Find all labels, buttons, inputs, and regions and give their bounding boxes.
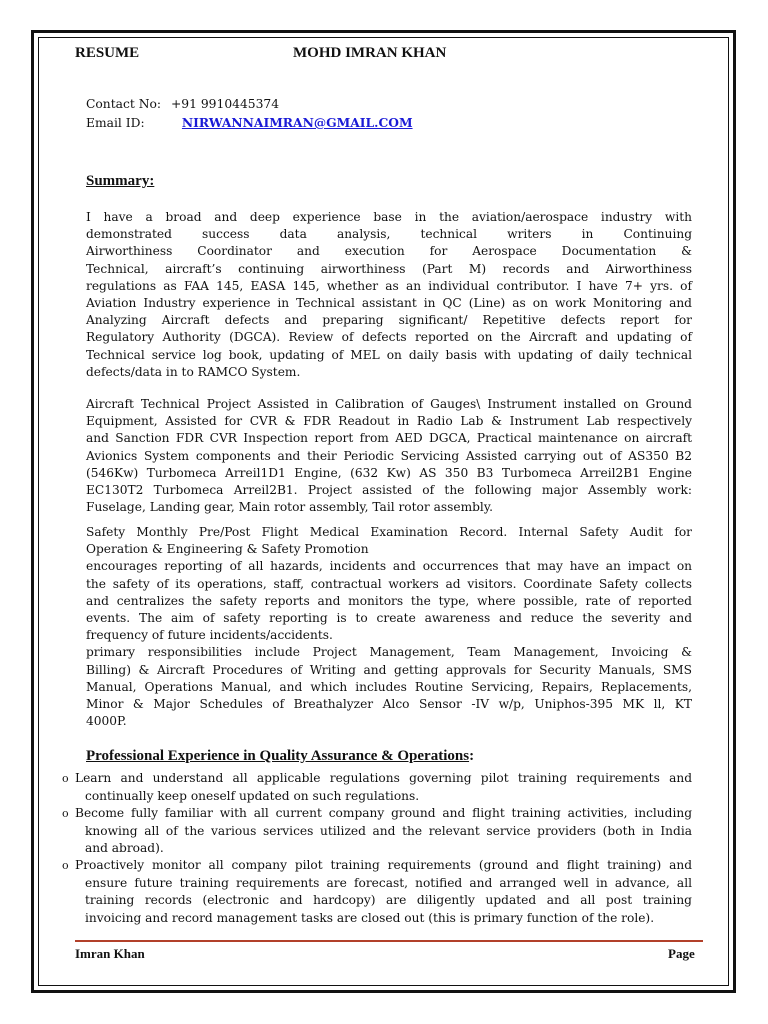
experience-bullet-line: and abroad). (85, 841, 164, 855)
p3-line: and centralizes the safety reports and monitors the type, where possible, rate of reported (86, 593, 692, 608)
phone-number: +91 9910445374 (170, 97, 280, 111)
p1-line: Analyzing Aircraft defects and preparing significant/ Repetitive defects report for (86, 313, 692, 328)
experience-bullet-line: invoicing and record management tasks are closed out (this is primary function of the role). (85, 910, 655, 925)
p3-line: Minor & Major Schedules of Breathalyzer Alco Sensor -IV w/p, Uniphos-395 MK ll, KT (86, 697, 692, 712)
p1-line: Airworthiness Coordinator and execution for Aerospace Documentation & (86, 244, 692, 259)
phone-label: Contact No: (86, 97, 162, 111)
experience-bullet-line: continually keep oneself updated on such regulations. (85, 788, 420, 803)
p1-line: Regulatory Authority (DGCA). Review of defects reported on the Aircraft and updating of (86, 330, 692, 345)
experience-bullet-line: Learn and understand all applicable regulations governing pilot training requirements and (75, 771, 692, 785)
p3-line: the safety of its operations, staff, contractual workers ad visitors. Coordinate Safety collects (86, 576, 692, 591)
p1-line: demonstrated success data analysis, technical writers in Continuing (86, 227, 692, 242)
experience-bullet-line: training records (electronic and hardcopy) are diligently updated and all post training (85, 893, 692, 907)
p3-line: Safety Monthly Pre/Post Flight Medical Examination Record. Internal Safety Audit for (86, 525, 692, 539)
experience-bullet (62, 770, 692, 805)
summary-paragraph-3 (86, 524, 692, 730)
p2-line: and Sanction FDR CVR Inspection report from AED DGCA, Practical maintenance on aircraft (86, 431, 692, 446)
experience-bullet-line: Become fully familiar with all current company ground and flight training activities, including (75, 806, 692, 820)
summary-paragraph-2 (86, 396, 692, 516)
experience-bullet-line: knowing all of the various services utilized and the relevant service providers (both in India (85, 823, 692, 838)
p1-line: Technical, aircraft’s continuing airworthiness (Part M) records and Airworthiness (86, 261, 692, 276)
p3-line: 4000P. (86, 714, 127, 729)
p1-line: defects/data in to RAMCO System. (86, 364, 301, 379)
p1-line: regulations as FAA 145, EASA 145, whether as an individual contributor. I have 7+ yrs. of (86, 278, 692, 293)
experience-heading (86, 748, 474, 765)
experience-bullet (62, 857, 692, 927)
footer-page-label: Page (668, 946, 695, 961)
resume-label: RESUME (75, 45, 140, 61)
footer-rule (75, 940, 703, 942)
experience-bullet-line: ensure future training requirements are forecast, notified and arranged well in advance, all (85, 875, 692, 890)
p3-line: encourages reporting of all hazards, incidents and occurrences that may have an impact on (86, 559, 692, 574)
p3-line: primary responsibilities include Project Management, Team Management, Invoicing & (86, 645, 692, 660)
candidate-name: MOHD IMRAN KHAN (293, 45, 447, 61)
p2-line: Equipment, Assisted for CVR & FDR Readout in Radio Lab & Instrument Lab respectively (86, 414, 692, 429)
email-label: Email ID: (86, 116, 145, 130)
experience-heading-text: Professional Experience in Quality Assurance & Operations (86, 748, 470, 764)
p3-line: Billing) & Aircraft Procedures of Writing and getting approvals for Security Manuals, SMS (86, 662, 692, 677)
experience-bullet (62, 805, 692, 858)
experience-bullet-line: Proactively monitor all company pilot training requirements (ground and flight training) and (75, 858, 692, 872)
email-link[interactable]: NIRWANNAIMRAN@GMAIL.COM (181, 115, 413, 130)
bullet-circle-icon: o (62, 772, 69, 785)
p2-line: Avionics System components and their Periodic Servicing Assisted carrying out of AS350 B2 (86, 448, 692, 463)
p2-line: Fuselage, Landing gear, Main rotor assembly, Tail rotor assembly. (86, 500, 493, 515)
summary-paragraph-1 (86, 209, 692, 381)
p1-line: I have a broad and deep experience base in the aviation/aerospace industry with (86, 210, 692, 224)
p3-line: Operation & Engineering & Safety Promotion (86, 542, 369, 557)
contact-email-row (86, 115, 413, 130)
summary-heading: Summary: (86, 173, 155, 189)
bullet-circle-icon: o (62, 807, 69, 820)
footer-author: Imran Khan (75, 946, 145, 961)
p1-line: Technical service log book, updating of MEL on daily basis with updating of daily technical (86, 347, 692, 362)
p2-line: Aircraft Technical Project Assisted in Calibration of Gauges\ Instrument installed on Ground (86, 397, 692, 411)
p3-line: Manual, Operations Manual, and which includes Routine Servicing, Repairs, Replacements, (86, 679, 692, 694)
contact-phone-row (86, 97, 279, 111)
p3-line: events. The aim of safety reporting is to create awareness and reduce the severity and (86, 611, 692, 626)
bullet-circle-icon: o (62, 859, 69, 872)
p2-line: (546Kw) Turbomeca Arreil1D1 Engine, (632 Kw) AS 350 B3 Turbomeca Arreil2B1 Engine (86, 465, 692, 480)
experience-heading-suffix: : (469, 748, 475, 764)
p2-line: EC130T2 Turbomeca Arreil2B1. Project assisted of the following major Assembly work: (86, 483, 692, 498)
p3-line: frequency of future incidents/accidents. (86, 628, 333, 643)
p1-line: Aviation Industry experience in Technical assistant in QC (Line) as on work Monitoring and (86, 296, 692, 311)
